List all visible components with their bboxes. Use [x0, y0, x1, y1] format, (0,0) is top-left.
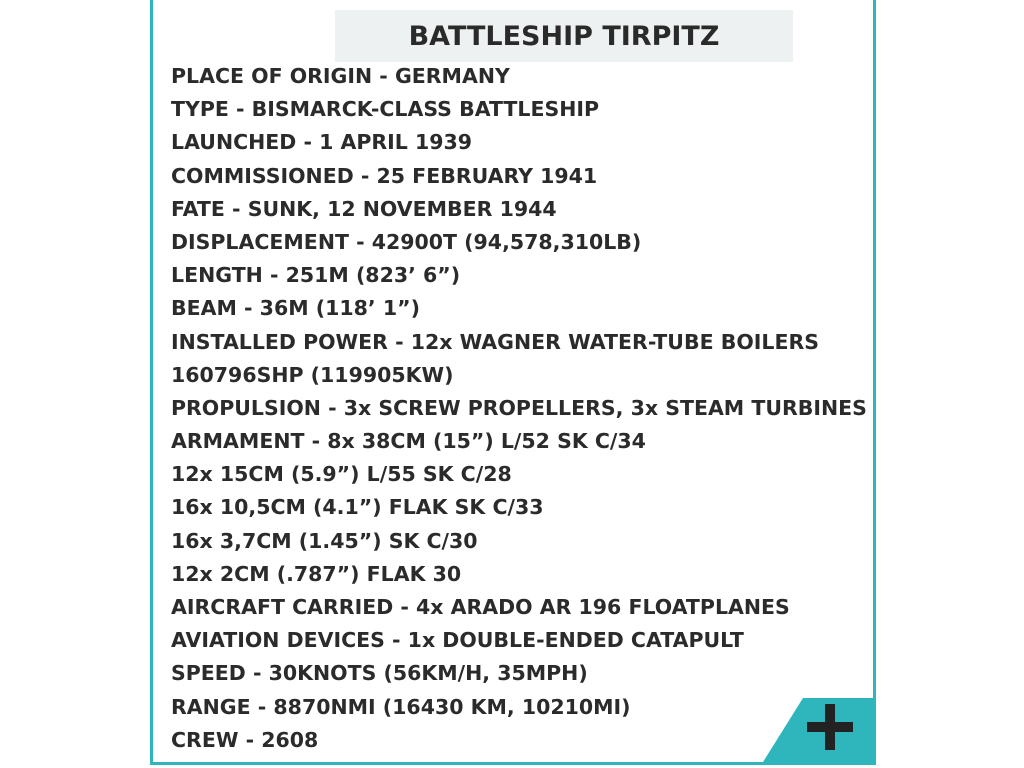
spec-line: AIRCRAFT CARRIED - 4x ARADO AR 196 FLOATPLANES: [171, 595, 790, 619]
spec-line: SPEED - 30KNOTS (56KM/H, 35MPH): [171, 661, 588, 686]
spec-line: TYPE - BISMARCK-CLASS BATTLESHIP: [171, 97, 600, 122]
spec-line: CREW - 2608: [171, 727, 319, 752]
spec-line: RANGE - 8870NMI (16430 KM, 10210MI): [171, 694, 631, 719]
spec-line: ARMAMENT - 8x 38CM (15”) L/52 SK C/34: [171, 429, 646, 454]
spec-list: [171, 60, 867, 757]
spec-line: COMMISSIONED - 25 FEBRUARY 1941: [171, 163, 598, 188]
spec-line: BEAM - 36M (118’ 1”): [171, 296, 420, 321]
spec-line: LAUNCHED - 1 APRIL 1939: [171, 130, 473, 155]
spec-line: DISPLACEMENT - 42900T (94,578,310LB): [171, 229, 642, 254]
spec-line: 160796SHP (119905KW): [171, 362, 454, 387]
title-bar: [335, 10, 793, 62]
spec-line: LENGTH - 251M (823’ 6”): [171, 263, 461, 288]
spec-line: PROPULSION - 3x SCREW PROPELLERS, 3x STEAM TURBINES: [171, 395, 867, 420]
spec-line: PLACE OF ORIGIN - GERMANY: [171, 64, 510, 88]
corner-badge: [763, 698, 873, 762]
spec-card: [150, 0, 876, 765]
spec-line: AVIATION DEVICES - 1x DOUBLE-ENDED CATAPULT: [171, 628, 744, 653]
spec-line: 12x 15CM (5.9”) L/55 SK C/28: [171, 462, 512, 487]
spec-line: 12x 2CM (.787”) FLAK 30: [171, 561, 462, 586]
spec-line: INSTALLED POWER - 12x WAGNER WATER-TUBE BOILERS: [171, 329, 820, 354]
spec-line: 16x 3,7CM (1.45”) SK C/30: [171, 528, 478, 553]
page-title: BATTLESHIP TIRPITZ: [408, 20, 720, 52]
spec-line: FATE - SUNK, 12 NOVEMBER 1944: [171, 196, 557, 221]
spec-line: 16x 10,5CM (4.1”) FLAK SK C/33: [171, 495, 544, 520]
